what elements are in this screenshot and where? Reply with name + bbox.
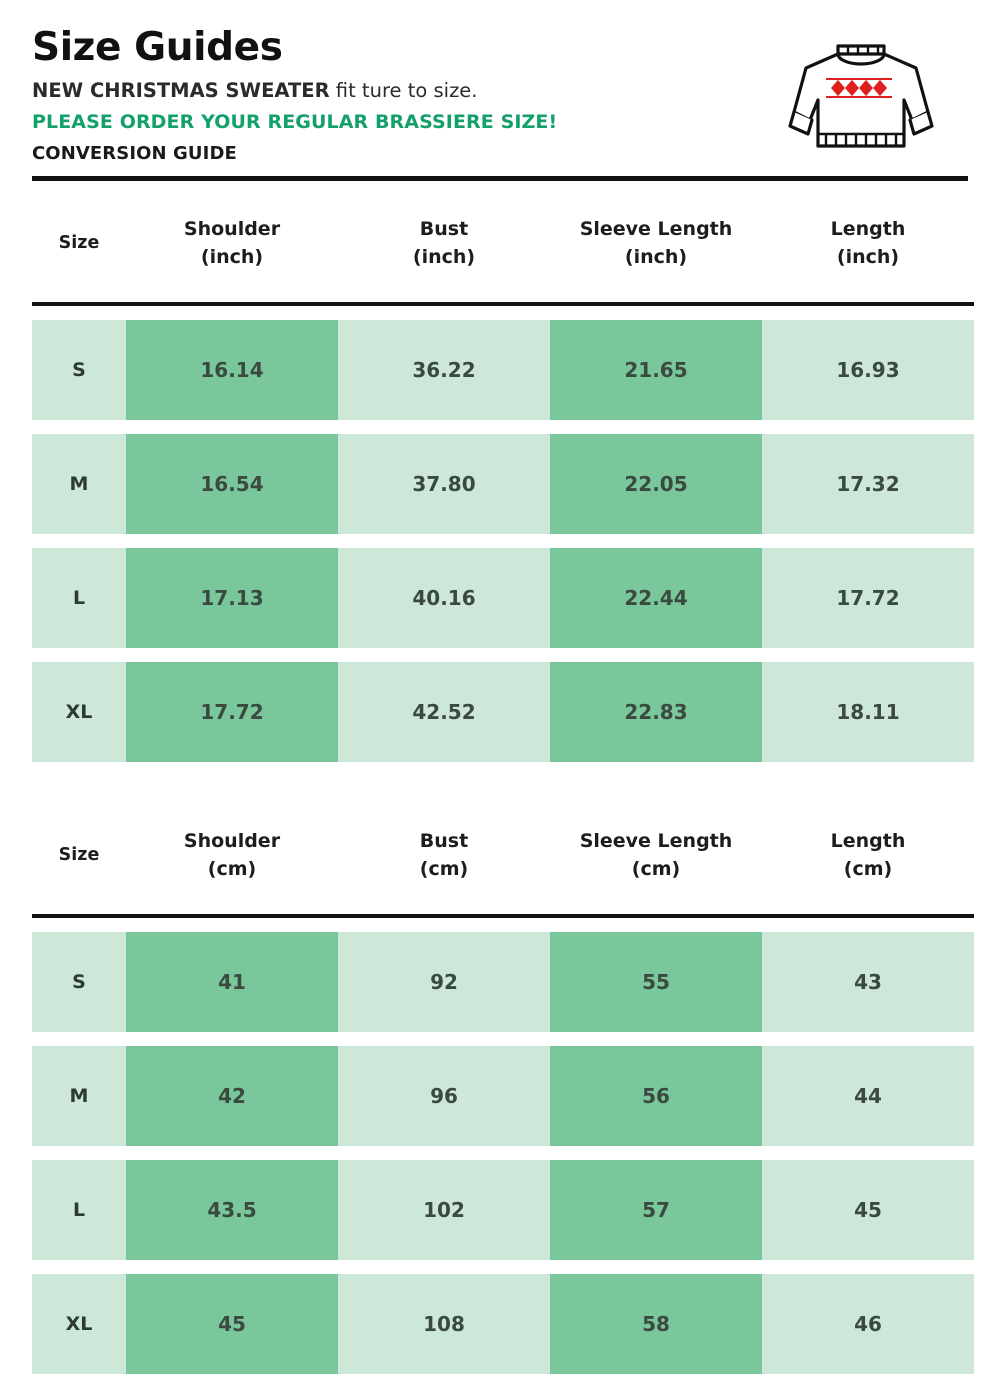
cell-length: 16.93 [762,320,974,420]
col-header-size [32,798,126,916]
cell-size: S [32,932,126,1032]
cell-size: M [32,1046,126,1146]
cell-sleeve: 58 [550,1274,762,1374]
col-header-sleeve-unit: (cm) [631,858,681,880]
cell-size: L [32,1160,126,1260]
cell-sleeve: 21.65 [550,320,762,420]
table-header-row [32,186,974,304]
col-header-size-label: Size [58,845,100,866]
cell-shoulder: 16.14 [126,320,338,420]
spacer [32,1146,974,1160]
cell-bust: 37.80 [338,434,550,534]
col-header-shoulder [126,798,338,916]
cell-sleeve: 22.83 [550,662,762,762]
col-header-shoulder-unit: (cm) [207,858,257,880]
cell-length: 43 [762,932,974,1032]
cell-size: M [32,434,126,534]
cell-bust: 92 [338,932,550,1032]
cell-shoulder: 17.72 [126,662,338,762]
table-row [32,320,974,420]
col-header-length-unit: (inch) [836,246,900,268]
table-row [32,548,974,648]
cell-bust: 108 [338,1274,550,1374]
size-table-cm [32,798,974,1374]
table-row [32,1274,974,1374]
cell-shoulder: 43.5 [126,1160,338,1260]
table-row [32,662,974,762]
col-header-bust-unit: (cm) [419,858,469,880]
spacer [32,420,974,434]
cell-length: 17.72 [762,548,974,648]
cell-shoulder: 41 [126,932,338,1032]
col-header-bust-unit: (inch) [412,246,476,268]
cell-size: XL [32,662,126,762]
header-divider [32,176,968,181]
cell-length: 18.11 [762,662,974,762]
col-header-bust [338,186,550,304]
spacer [32,918,974,932]
col-header-bust [338,798,550,916]
cell-bust: 102 [338,1160,550,1260]
subtitle-rest: fit ture to size. [329,78,478,102]
cell-shoulder: 45 [126,1274,338,1374]
spacer [32,534,974,548]
cell-bust: 36.22 [338,320,550,420]
col-header-sleeve-length [550,186,762,304]
col-header-shoulder [126,186,338,304]
col-header-sleeve-label: Sleeve Length [579,218,733,241]
col-header-sleeve-unit: (inch) [624,246,688,268]
cell-sleeve: 22.44 [550,548,762,648]
table-row [32,1160,974,1260]
spacer [32,1032,974,1046]
col-header-length-label: Length [830,218,906,241]
cell-length: 46 [762,1274,974,1374]
cell-length: 17.32 [762,434,974,534]
col-header-shoulder-label: Shoulder [183,830,281,853]
table-gap [32,762,968,798]
col-header-length [762,798,974,916]
cell-bust: 40.16 [338,548,550,648]
cell-size: S [32,320,126,420]
spacer [32,648,974,662]
col-header-shoulder-label: Shoulder [183,218,281,241]
col-header-length [762,186,974,304]
size-table-inch [32,186,974,762]
cell-shoulder: 17.13 [126,548,338,648]
col-header-shoulder-unit: (inch) [200,246,264,268]
col-header-sleeve-label: Sleeve Length [579,830,733,853]
cell-sleeve: 22.05 [550,434,762,534]
cell-bust: 96 [338,1046,550,1146]
table-row [32,932,974,1032]
cell-sleeve: 56 [550,1046,762,1146]
col-header-bust-label: Bust [419,830,469,853]
table-header-row [32,798,974,916]
cell-size: L [32,548,126,648]
cell-bust: 42.52 [338,662,550,762]
cell-size: XL [32,1274,126,1374]
col-header-length-label: Length [830,830,906,853]
cell-length: 44 [762,1046,974,1146]
cell-shoulder: 42 [126,1046,338,1146]
table-row [32,434,974,534]
cell-shoulder: 16.54 [126,434,338,534]
col-header-sleeve-length [550,798,762,916]
conversion-guide-label: CONVERSION GUIDE [32,142,237,164]
spacer [32,1260,974,1274]
cell-sleeve: 55 [550,932,762,1032]
header [32,0,968,186]
subtitle-strong: NEW CHRISTMAS SWEATER [32,78,330,102]
christmas-sweater-icon [776,34,946,159]
col-header-bust-label: Bust [419,218,469,241]
page-title: Size Guides [32,25,283,70]
col-header-size [32,186,126,304]
col-header-length-unit: (cm) [843,858,893,880]
table-row [32,1046,974,1146]
spacer [32,306,974,320]
cell-length: 45 [762,1160,974,1260]
col-header-size-label: Size [58,233,100,254]
cell-sleeve: 57 [550,1160,762,1260]
order-notice: PLEASE ORDER YOUR REGULAR BRASSIERE SIZE! [32,111,558,134]
